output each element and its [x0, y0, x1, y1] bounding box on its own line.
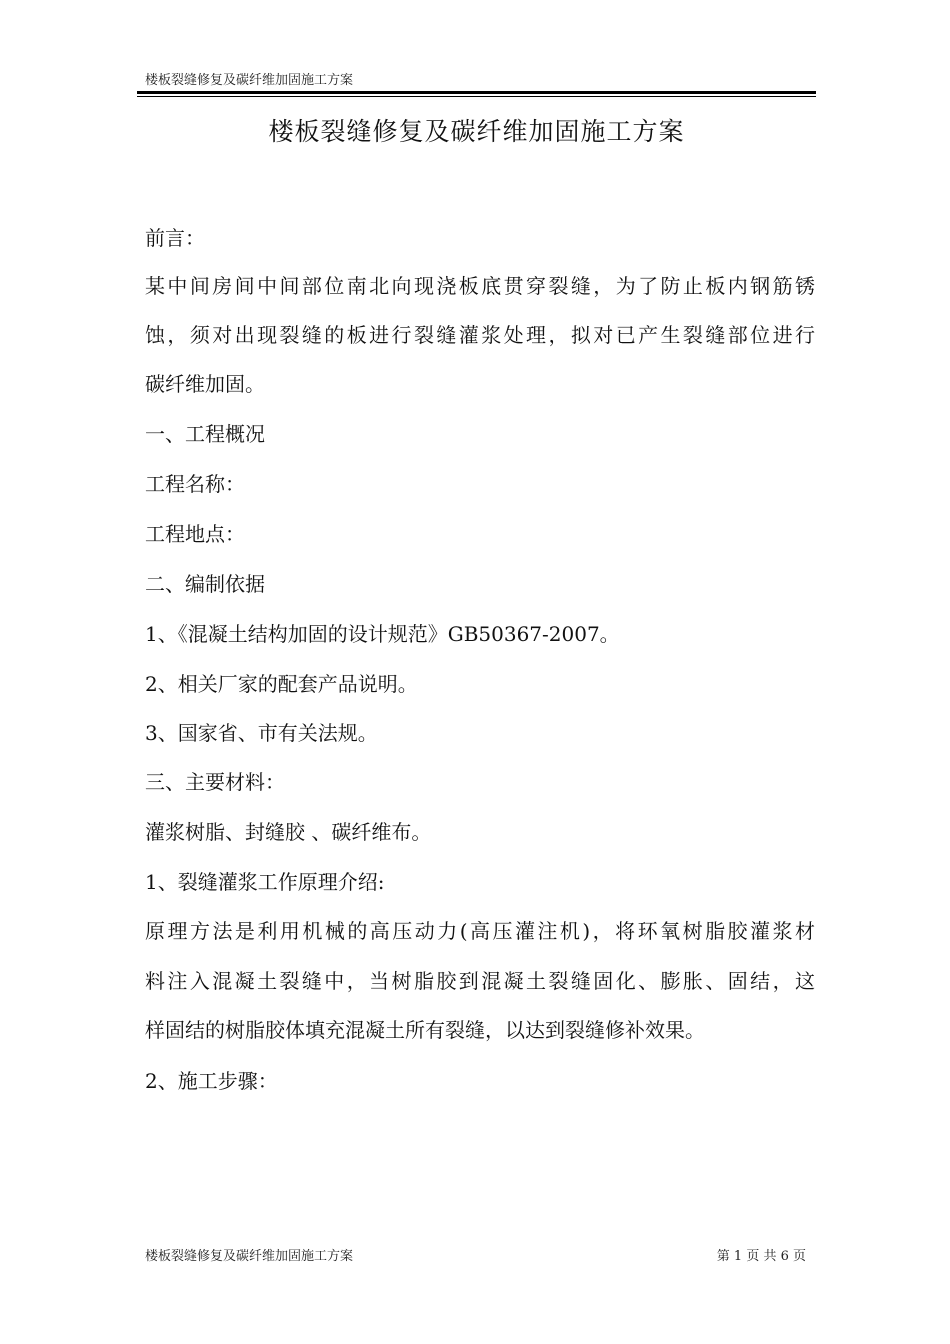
preface-line-1: 某中间房间中间部位南北向现浇板底贯穿裂缝，为了防止板内钢筋锈 [145, 274, 815, 298]
project-location-label: 工程地点： [145, 522, 245, 546]
preface-line-3: 碳纤维加固。 [145, 372, 265, 396]
principle-line-2: 料注入混凝土裂缝中，当树脂胶到混凝土裂缝固化、膨胀、固结，这 [145, 969, 815, 993]
basis-item-1: 1、《混凝土结构加固的设计规范》GB50367-2007。 [145, 622, 620, 646]
project-name-label: 工程名称： [145, 472, 245, 496]
section-heading-overview: 一、工程概况 [145, 422, 265, 446]
preface-line-2: 蚀，须对出现裂缝的板进行裂缝灌浆处理，拟对已产生裂缝部位进行 [145, 323, 815, 347]
header-rule-thick [137, 91, 816, 94]
section-heading-materials: 三、主要材料： [145, 770, 285, 794]
header-rule-thin [137, 96, 816, 97]
subsection-heading-principle: 1、裂缝灌浆工作原理介绍: [145, 870, 385, 894]
section-heading-basis: 二、编制依据 [145, 572, 265, 596]
materials-line: 灌浆树脂、封缝胶 、碳纤维布。 [145, 820, 432, 844]
page-number [700, 1249, 806, 1265]
running-header: 楼板裂缝修复及碳纤维加固施工方案 [145, 73, 354, 88]
basis-item-3: 3、国家省、市有关法规。 [145, 721, 378, 745]
page-info-text: 第 1 页 共 6 页 [716, 1249, 806, 1264]
basis-item-2: 2、相关厂家的配套产品说明。 [145, 672, 418, 696]
running-footer: 楼板裂缝修复及碳纤维加固施工方案 [145, 1249, 354, 1264]
preface-label: 前言： [145, 226, 205, 250]
principle-line-3: 样固结的树脂胶体填充混凝土所有裂缝，以达到裂缝修补效果。 [145, 1018, 705, 1042]
document-title: 楼板裂缝修复及碳纤维加固施工方案 [268, 117, 685, 146]
subsection-heading-steps: 2、施工步骤： [145, 1069, 278, 1093]
principle-line-1: 原理方法是利用机械的高压动力(高压灌注机)，将环氧树脂胶灌浆材 [145, 919, 815, 943]
